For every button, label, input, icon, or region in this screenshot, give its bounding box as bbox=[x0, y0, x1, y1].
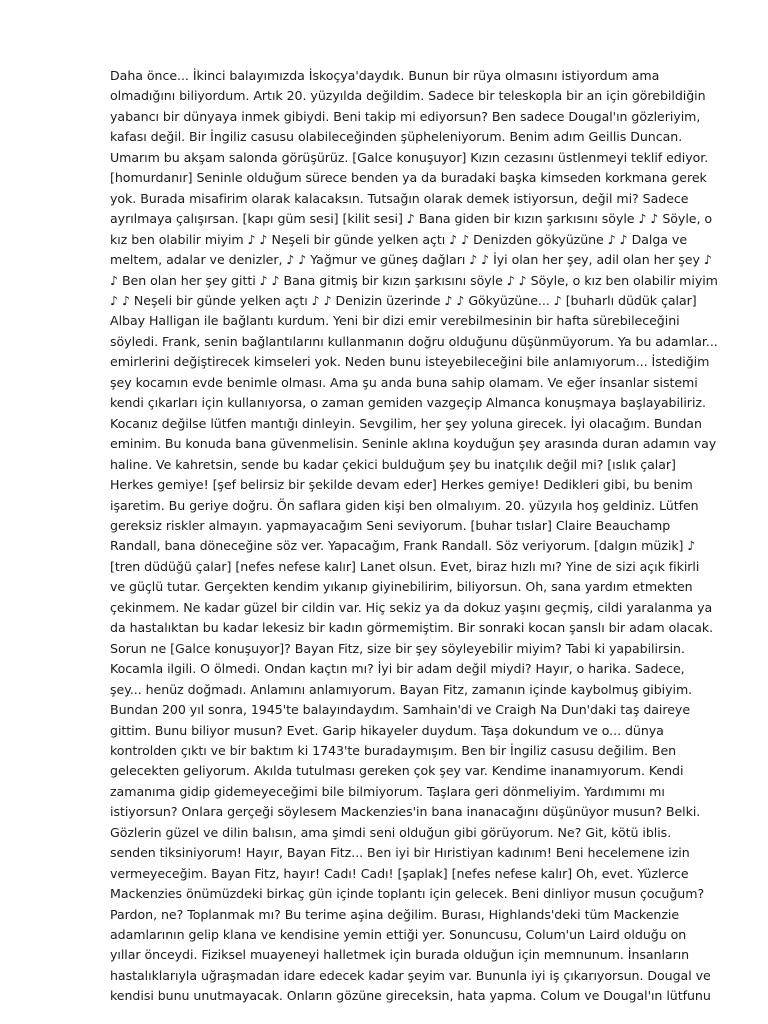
document-body-text: Daha önce... İkinci balayımızda İskoçya'daydık. Bunun bir rüya olmasını istiyordum ama olmadığını biliyordum. Artık 20. yüzyılda değildim. Sadece bir teleskopla bir an için görebildiğin yabancı bir dünyaya inmek gibiydi. Beni takip mi ediyorsun? Ben sadece Dougal'ın gözleriyim, kafası değil. Bir İngiliz casusu olabileceğinden şüpheleniyorum. Benim adım Geillis Duncan. Umarım bu akşam salonda görüşürüz. [Galce konuşuyor] Kızın cezasını üstlenmeyi teklif ediyor. [homurdanır] Seninle olduğum sürece benden ya da buradaki başka kimseden korkmana gerek yok. Burada misafirim olarak kalacaksın. Tutsağın olarak demek istiyorsun, değil mi? Sadece ayrılmaya çalışırsan. [kapı güm sesi] [kilit sesi] ♪ Bana giden bir kızın şarkısını söyle ♪ ♪ Söyle, o kız ben olabilir miyim ♪ ♪ Neşeli bir günde yelken açtı ♪ ♪ Denizden gökyüzüne ♪ ♪ Dalga ve meltem, adalar ve denizler, ♪ ♪ Yağmur ve güneş dağları ♪ ♪ İyi olan her şey, adil olan her şey ♪ ♪ Ben olan her şey gitti ♪ ♪ Bana gitmiş bir kızın şarkısını söyle ♪ ♪ Söyle, o kız ben olabilir miyim ♪ ♪ Neşeli bir günde yelken açtı ♪ ♪ Denizin üzerinde ♪ ♪ Gökyüzüne... ♪ [buharlı düdük çalar] Albay Halligan ile bağlantı kurdum. Yeni bir dizi emir verebilmesinin bir hafta sürebileceğini söyledi. Frank, senin bağlantılarını kullanmanın doğru olduğunu düşünmüyorum. Ya bu adamlar... emirlerini değiştirecek kimseleri yok. Neden bunu isteyebileceğini bile anlamıyorum... İstediğim şey kocamın evde benimle olması. Ama şu anda buna sahip olamam. Ve eğer insanlar sistemi kendi çıkarları için kullanıyorsa, o zaman gemiden vazgeçip Almanca konuşmaya başlayabiliriz. Kocanız değilse lütfen mantığı dinleyin. Sevgilim, her şey yoluna girecek. İyi olacağım. Bundan eminim. Bu konuda bana güvenmelisin. Seninle aklına koyduğun şey arasında duran adamın vay haline. Ve kahretsin, sende bu kadar çekici bulduğum şey bu inatçılık değil mi? [ıslık çalar] Herkes gemiye! [şef belirsiz bir şekilde devam eder] Herkes gemiye! Dedikleri gibi, bu benim işaretim. Bu geriye doğru. Ön saflara giden kişi ben olmalıyım. 20. yüzyıla hoş geldiniz. Lütfen gereksiz riskler almayın. yapmayacağım Seni seviyorum. [buhar tıslar] Claire Beauchamp Randall, bana döneceğine söz ver. Yapacağım, Frank Randall. Söz veriyorum. [dalgın müzik] ♪ [tren düdüğü çalar] [nefes nefese kalır] Lanet olsun. Evet, biraz hızlı mı? Yine de sizi açık fikirli ve güçlü tutar. Gerçekten kendim yıkanıp giyinebilirim, biliyorsun. Oh, sana yardım etmekten çekinmem. Ne kadar güzel bir cildin var. Hiç sekiz ya da dokuz yaşını geçmiş, cildi yaralanma ya da hastalıktan bu kadar lekesiz bir kadın görmemiştim. Bir sonraki kocan şanslı bir adam olacak. Sorun ne [Galce konuşuyor]? Bayan Fitz, size bir şey söyleyebilir miyim? Tabi ki yapabilirsin. Kocamla ilgili. O ölmedi. Ondan kaçtın mı? İyi bir adam değil miydi? Hayır, o harika. Sadece, şey... henüz doğmadı. Anlamını anlamıyorum. Bayan Fitz, zamanın içinde kaybolmuş gibiyim. Bundan 200 yıl sonra, 1945'te balayındaydım. Samhain'di ve Craigh Na Dun'daki taş daireye gittim. Bunu biliyor musun? Evet. Garip hikayeler duydum. Taşa dokundum ve o... dünya kontrolden çıktı ve bir baktım ki 1743'te buradaymışım. Ben bir İngiliz casusu değilim. Ben gelecekten geliyorum. Akılda tutulması gereken çok şey var. Kendime inanamıyorum. Kendi zamanıma gidip gidemeyeceğimi bile bilmiyorum. Taşlara geri dönmeliyim. Yardımımı mı istiyorsun? Onlara gerçeği söylesem Mackenzies'in bana inanacağını düşünüyor musun? Belki. Gözlerin güzel ve dilin balısın, ama şimdi seni olduğun gibi görüyorum. Ne? Git, kötü iblis. senden tiksiniyorum! Hayır, Bayan Fitz... Ben iyi bir Hıristiyan kadınım! Beni hecelemene izin vermeyeceğim. Bayan Fitz, hayır! Cadı! Cadı! [şaplak] [nefes nefese kalır] Oh, evet. Yüzlerce Mackenzies önümüzdeki birkaç gün içinde toplantı için gelecek. Beni dinliyor musun çocuğum? Pardon, ne? Toplanmak mı? Bu terime aşina değilim. Burası, Highlands'deki tüm Mackenzie adamlarının gelip klana ve kendisine yemin ettiği yer. Sonuncusu, Colum'un Laird olduğu on yıllar önceydi. Fiziksel muayeneyi halletmek için burada olduğun için memnunum. İnsanların hastalıklarıyla uğraşmadan idare edecek kadar şeyim var. Bununla iyi iş çıkarıyorsun. Dougal ve kendisi bunu unutmayacak. Onların gözüne gireceksin, hata yapma. Colum ve Dougal'ın lütfunu bbox=[110, 68, 718, 1004]
